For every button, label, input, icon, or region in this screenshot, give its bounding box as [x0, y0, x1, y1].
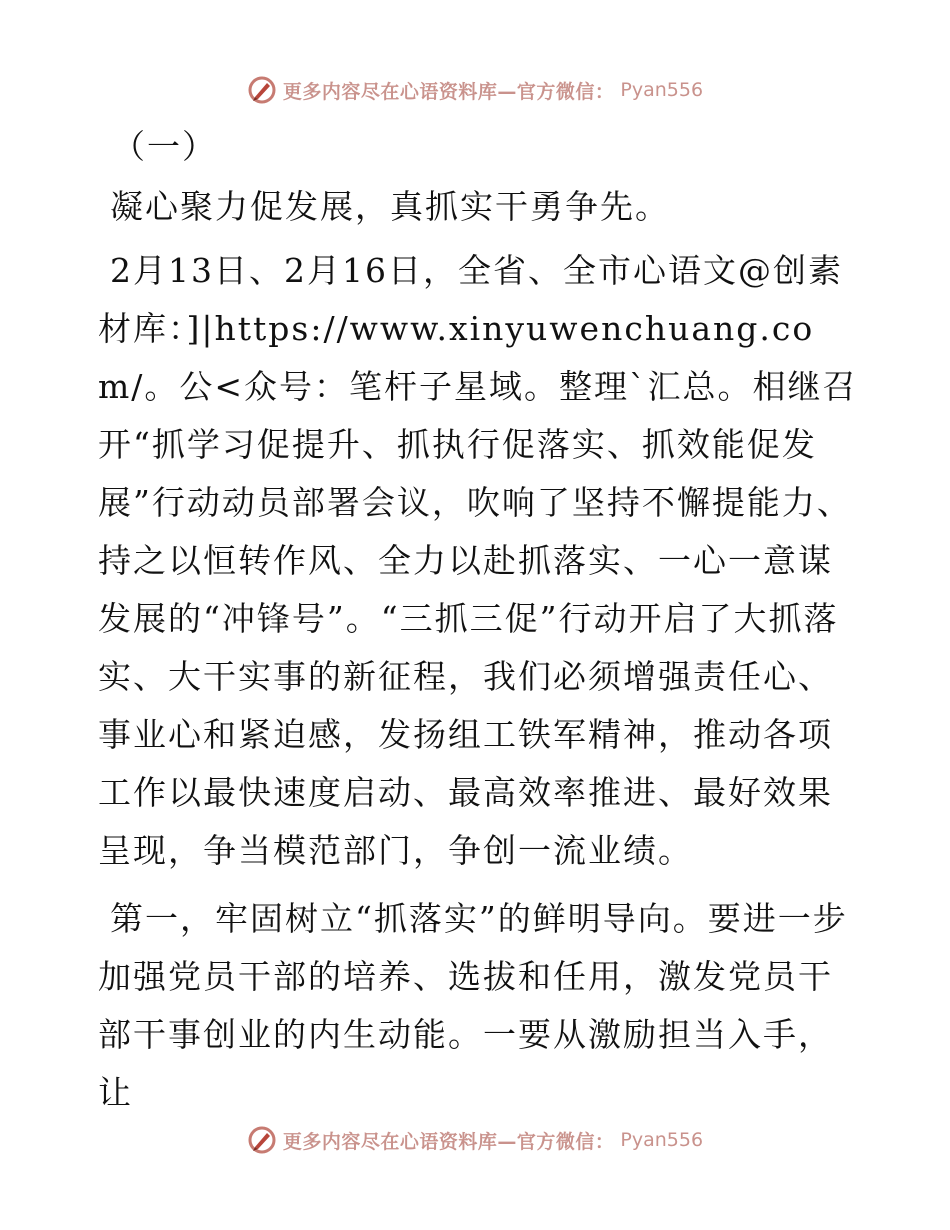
body-paragraph-2: 第一，牢固树立“抓落实”的鲜明导向。要进一步加强党员干部的培养、选拔和任用，激发党员干部干事创业的内生动能。一要从激励担当入手，让: [98, 899, 848, 1112]
banner-contact: Pyan556: [620, 1129, 704, 1151]
body-paragraph-1: 2月13日、2月16日，全省、全市心语文@创素材库：]|https://www.xinyuwenchuang.com/。公<众号：笔杆子星域。整理`汇总。相继召开“抓学习促提升、抓执行促落实、抓效能促发展”行动动员部署会议，吹响了坚持不懈提能力、持之以恒转作风、全力以赴抓落实、一心一意谋发展的“冲锋号”。“三抓三促”行动开启了大抓落实、大干实事的新征程，我们必须增强责任心、事业心和紧迫感，发扬组工铁军精神，推动各项工作以最快速度启动、最高效率推进、最好效果呈现，争当模范部门，争创一流业绩。: [98, 251, 858, 870]
document-body: [98, 118, 858, 1122]
document-title: 凝心聚力促发展，真抓实干勇争先。: [110, 187, 670, 226]
banner-text: 更多内容尽在心语资料库—官方微信：: [282, 1130, 615, 1153]
section-heading: （一）: [112, 127, 217, 166]
banner-text: 更多内容尽在心语资料库—官方微信：: [282, 80, 615, 103]
header-watermark-banner: [0, 70, 950, 110]
footer-watermark-banner: [0, 1120, 950, 1160]
logo-pen-icon: [247, 75, 277, 105]
logo-pen-icon: [247, 1125, 277, 1155]
banner-contact: Pyan556: [620, 79, 704, 101]
